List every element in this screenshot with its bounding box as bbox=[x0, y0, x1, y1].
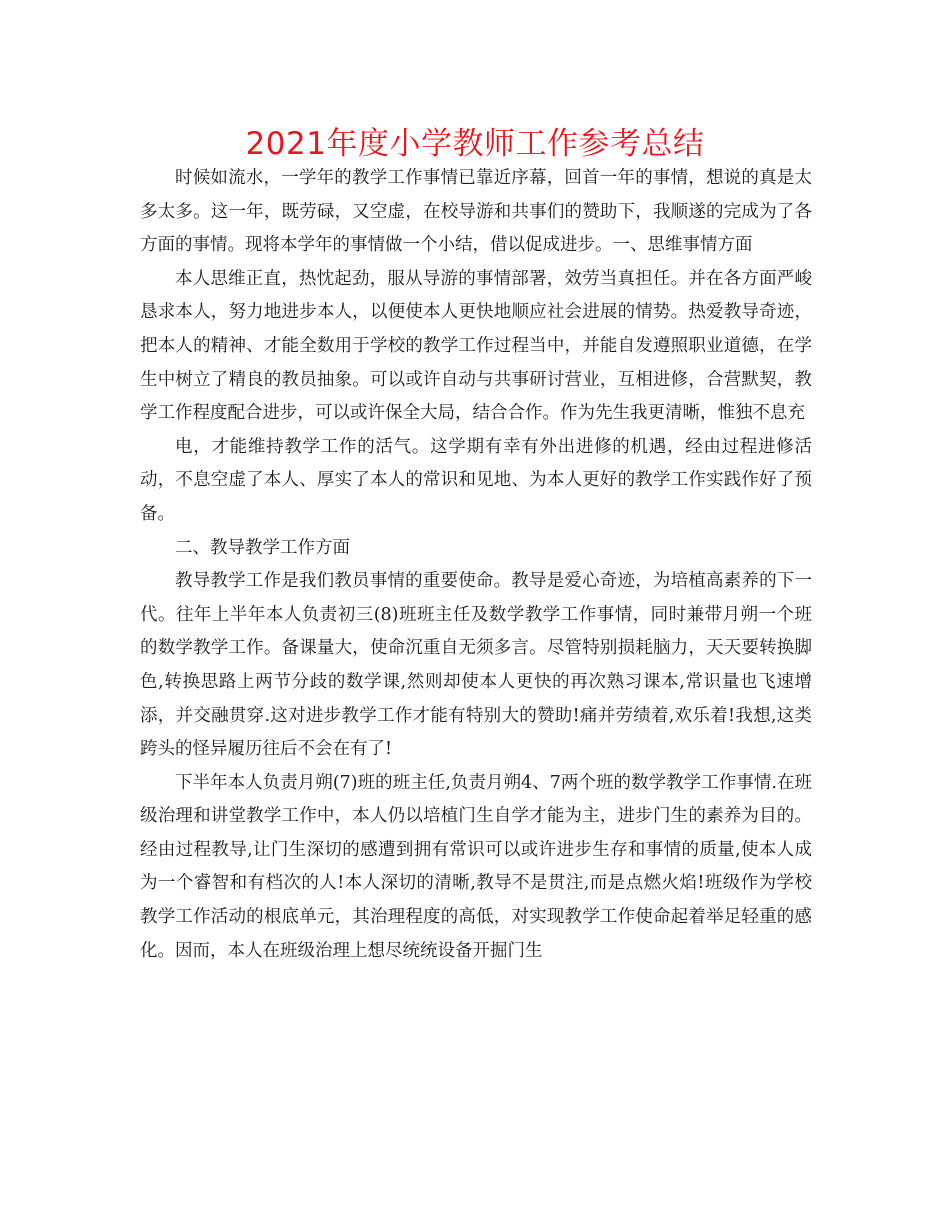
document-body bbox=[140, 162, 812, 968]
paragraph-teaching-second-half: 下半年本人负责月朔(7)班的班主任,负责月朔4、7两个班的数学教学工作事情.在班级治理和讲堂教学工作中，本人仍以培植门生自学才能为主，进步门生的素养为目的。经由过程教导,让门生深切的感遭到拥有常识可以或许进步生存和事情的质量,使本人成为一个睿智和有档次的人!本人深切的清晰,教导不是贯注,而是点燃火焰!班级作为学校教学工作活动的根底单元，其治理程度的高低，对实现教学工作使命起着举足轻重的感化。因而，本人在班级治理上想尽统统设备开掘门生 bbox=[140, 772, 812, 961]
paragraph-teaching-first-half: 教导教学工作是我们教员事情的重要使命。教导是爱心奇迹，为培植高素养的下一代。往年上半年本人负责初三(8)班班主任及数学教学工作事情，同时兼带月朔一个班的数学教学工作。备课量大，使命沉重自无须多言。尽管特别损耗脑力，天天要转换脚色,转换思路上两节分歧的数学课,然则却使本人更快的再次熟习课本,常识量也飞速增添，并交融贯穿.这对进步教学工作才能有特别大的赞助!痛并劳绩着,欢乐着!我想,这类跨头的怪异履历往后不会在有了! bbox=[140, 571, 812, 760]
paragraph-ideology-cont: 电，才能维持教学工作的活气。这学期有幸有外出进修的机遇，经由过程进修活动，不息空虚了本人、厚实了本人的常识和见地、为本人更好的教学工作实践作好了预备。 bbox=[140, 436, 812, 524]
document-title: 2021年度小学教师工作参考总结 bbox=[245, 126, 705, 162]
paragraph-ideology: 本人思维正直，热忱起劲，服从导游的事情部署，效劳当真担任。并在各方面严峻恳求本人，努力地进步本人，以便使本人更快地顺应社会进展的情势。热爱教导奇迹，把本人的精神、才能全数用于学校的教学工作过程当中，并能自发遵照职业道德，在学生中树立了精良的教员抽象。可以或许自动与共事研讨营业，互相进修，合营默契，教学工作程度配合进步，可以或许保全大局，结合合作。作为先生我更清晰，惟独不息充 bbox=[140, 268, 812, 424]
paragraph-intro: 时候如流水，一学年的教学工作事情已靠近序幕，回首一年的事情，想说的真是太多太多。这一年，既劳碌，又空虚，在校导游和共事们的赞助下，我顺遂的完成为了各方面的事情。现将本学年的事情做一个小结，借以促成进步。一、思维事情方面 bbox=[140, 168, 812, 256]
section-heading-teaching: 二、教导教学工作方面 bbox=[175, 537, 350, 558]
